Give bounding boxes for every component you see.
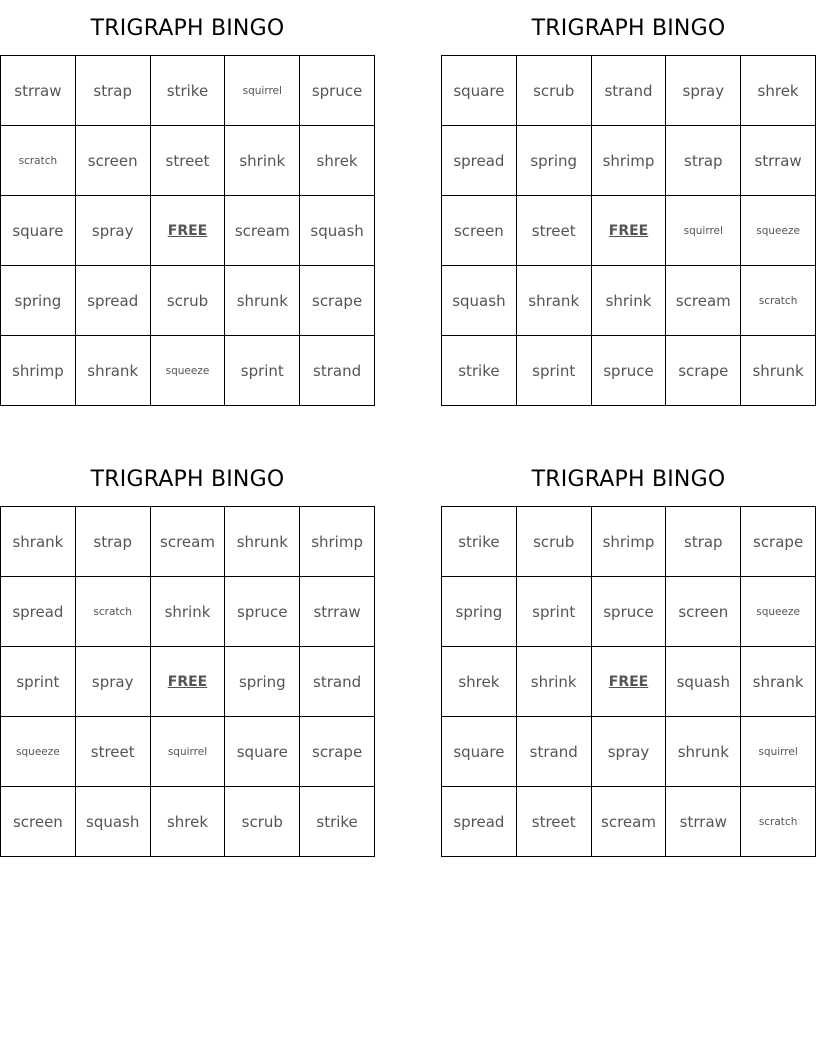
bingo-cell: squirrel (741, 717, 816, 787)
bingo-cell: spring (1, 266, 76, 336)
bingo-cell: strike (442, 507, 517, 577)
bingo-cell: squash (300, 196, 375, 266)
bingo-cell: shrek (300, 126, 375, 196)
bingo-cell: strand (517, 717, 592, 787)
bingo-cell: scratch (741, 266, 816, 336)
bingo-cell: spruce (592, 336, 667, 406)
bingo-cell: sprint (517, 336, 592, 406)
bingo-cell: spread (442, 787, 517, 857)
bingo-cell: scratch (76, 577, 151, 647)
bingo-cell: squeeze (741, 196, 816, 266)
bingo-cell: scratch (741, 787, 816, 857)
bingo-grid (441, 506, 816, 857)
bingo-cell: square (1, 196, 76, 266)
bingo-cell: squeeze (741, 577, 816, 647)
bingo-cell: screen (76, 126, 151, 196)
card-title: TRIGRAPH BINGO (531, 16, 726, 41)
bingo-cell: scrub (517, 56, 592, 126)
bingo-cell: shrank (76, 336, 151, 406)
bingo-cell: squirrel (666, 196, 741, 266)
bingo-cell: shrek (741, 56, 816, 126)
bingo-cell: sprint (225, 336, 300, 406)
free-space-cell: FREE (151, 647, 226, 717)
bingo-cell: strraw (666, 787, 741, 857)
bingo-cell: sprint (1, 647, 76, 717)
bingo-cell: scratch (1, 126, 76, 196)
bingo-cell: spruce (300, 56, 375, 126)
bingo-cell: squash (666, 647, 741, 717)
free-space-cell: FREE (151, 196, 226, 266)
bingo-cell: shrunk (225, 507, 300, 577)
bingo-cell: street (517, 787, 592, 857)
bingo-cell: shrimp (300, 507, 375, 577)
bingo-cell: scream (225, 196, 300, 266)
bingo-cell: shrunk (225, 266, 300, 336)
bingo-cell: shrink (517, 647, 592, 717)
bingo-cell: spray (666, 56, 741, 126)
bingo-cell: spray (592, 717, 667, 787)
bingo-cell: squash (442, 266, 517, 336)
bingo-cell: strike (300, 787, 375, 857)
bingo-cell: shrimp (592, 126, 667, 196)
bingo-cell: screen (442, 196, 517, 266)
bingo-cell: scrub (517, 507, 592, 577)
bingo-grid (441, 55, 816, 406)
bingo-cell: scream (151, 507, 226, 577)
bingo-cell: scrape (300, 266, 375, 336)
bingo-cell: shrunk (666, 717, 741, 787)
bingo-cell: strap (666, 126, 741, 196)
free-space-cell: FREE (592, 647, 667, 717)
bingo-cell: scream (666, 266, 741, 336)
bingo-grid (0, 55, 375, 406)
bingo-cell: spruce (592, 577, 667, 647)
bingo-cell: strap (666, 507, 741, 577)
bingo-cell: strand (592, 56, 667, 126)
bingo-cell: strike (442, 336, 517, 406)
bingo-cell: square (442, 717, 517, 787)
bingo-cell: shrek (442, 647, 517, 717)
bingo-cell: screen (1, 787, 76, 857)
bingo-cell: shrink (151, 577, 226, 647)
bingo-cell: strike (151, 56, 226, 126)
bingo-cell: scrub (151, 266, 226, 336)
bingo-cell: shrank (1, 507, 76, 577)
bingo-cell: strap (76, 56, 151, 126)
bingo-cell: spread (76, 266, 151, 336)
bingo-cell: shrimp (592, 507, 667, 577)
bingo-cell: scrape (666, 336, 741, 406)
bingo-cell: sprint (517, 577, 592, 647)
bingo-cell: strand (300, 647, 375, 717)
bingo-cell: squash (76, 787, 151, 857)
bingo-cell: spring (442, 577, 517, 647)
bingo-cell: strand (300, 336, 375, 406)
card-title: TRIGRAPH BINGO (531, 467, 726, 492)
bingo-cell: squirrel (225, 56, 300, 126)
bingo-cell: spring (517, 126, 592, 196)
card-title: TRIGRAPH BINGO (90, 16, 285, 41)
bingo-cell: shrink (592, 266, 667, 336)
bingo-cell: spray (76, 647, 151, 717)
bingo-cell: shrank (741, 647, 816, 717)
card-title: TRIGRAPH BINGO (90, 467, 285, 492)
bingo-cell: scrub (225, 787, 300, 857)
bingo-cell: spray (76, 196, 151, 266)
bingo-cell: street (76, 717, 151, 787)
bingo-cell: street (151, 126, 226, 196)
bingo-cell: screen (666, 577, 741, 647)
bingo-cell: square (225, 717, 300, 787)
bingo-cell: shrunk (741, 336, 816, 406)
bingo-cell: scrape (300, 717, 375, 787)
bingo-cell: spring (225, 647, 300, 717)
bingo-cell: squirrel (151, 717, 226, 787)
bingo-cell: shrink (225, 126, 300, 196)
bingo-cell: spread (442, 126, 517, 196)
bingo-cell: spruce (225, 577, 300, 647)
bingo-cell: scrape (741, 507, 816, 577)
bingo-cell: scream (592, 787, 667, 857)
bingo-cell: strap (76, 507, 151, 577)
free-space-cell: FREE (592, 196, 667, 266)
bingo-cell: square (442, 56, 517, 126)
bingo-cell: squeeze (1, 717, 76, 787)
bingo-cell: shrank (517, 266, 592, 336)
bingo-cell: squeeze (151, 336, 226, 406)
bingo-cell: strraw (300, 577, 375, 647)
bingo-cell: shrek (151, 787, 226, 857)
bingo-cell: spread (1, 577, 76, 647)
bingo-cell: strraw (741, 126, 816, 196)
bingo-cell: strraw (1, 56, 76, 126)
bingo-cell: shrimp (1, 336, 76, 406)
bingo-cell: street (517, 196, 592, 266)
bingo-grid (0, 506, 375, 857)
